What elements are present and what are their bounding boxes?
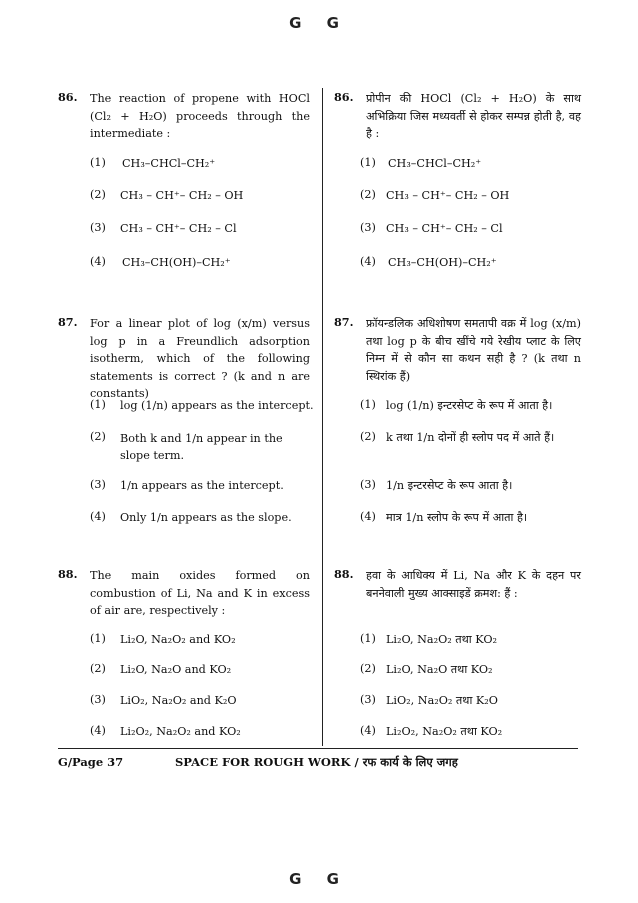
q88-opt4-label-en: (4) [90, 724, 106, 737]
q87-opt4-hi: मात्र 1/n स्लोप के रूप में आता है। [386, 511, 528, 524]
q87-opt1-hi: log (1/n) इन्टरसेप्ट के रूप में आता है। [386, 399, 553, 412]
q86-opt3-label-hi: (3) [360, 221, 376, 234]
q86-opt3-hi: CH₃ – CH⁺– CH₂ – Cl [386, 222, 503, 235]
q86-opt2-hi: CH₃ – CH⁺– CH₂ – OH [386, 189, 510, 202]
q88-opt3-en: LiO₂, Na₂O₂ and K₂O [120, 694, 237, 707]
q86-text-en: The reaction of propene with HOCl (Cl₂ + H₂O) proceeds through the intermediate : [90, 92, 310, 140]
q86-opt1-label-en: (1) [90, 156, 106, 169]
q88-opt4-label-hi: (4) [360, 724, 376, 737]
q86-opt1-en: CH₃–CHCl–CH₂⁺ [122, 157, 216, 170]
q86-opt4-label-hi: (4) [360, 255, 376, 268]
q87-opt2-label-hi: (2) [360, 430, 376, 443]
q88-opt4-en: Li₂O₂, Na₂O₂ and KO₂ [120, 725, 241, 738]
q87-opt2-en: Both k and 1/n appear in the slope term. [120, 432, 283, 462]
q87-text-hi: फ्रॉयन्डलिक अधिशोषण समतापी वक्र में log (x/m) तथा log p के बीच खींचे गये रेखीय प्लाट के लिए निम्न में से कौन सा कथन सही है ? (k तथा n स्थिरांक हैं) [366, 317, 581, 383]
q87-opt1-label-en: (1) [90, 398, 106, 411]
q88-text-en: The main oxides formed on combustion of Li, Na and K in excess of air are, respectively : [90, 569, 310, 617]
q88-opt1-label-en: (1) [90, 632, 106, 645]
q88-opt2-en: Li₂O, Na₂O and KO₂ [120, 663, 232, 676]
q87-opt3-label-en: (3) [90, 478, 106, 491]
q86-opt2-label-en: (2) [90, 188, 106, 201]
q87-opt3-en: 1/n appears as the intercept. [120, 479, 284, 492]
q87-number-en: 87. [58, 315, 78, 329]
q87-text-en: For a linear plot of log (x/m) versus log p in a Freundlich adsorption isotherm, which of the following statements is correct ? (k and n are constants) [90, 317, 310, 400]
q88-number-hi: 88. [334, 567, 354, 581]
q88-opt1-label-hi: (1) [360, 632, 376, 645]
column-divider [322, 88, 323, 746]
q87-opt3-hi: 1/n इन्टरसेप्ट के रूप आता है। [386, 479, 513, 492]
q87-number-hi: 87. [334, 315, 354, 329]
rough-work-label: SPACE FOR ROUGH WORK / रफ कार्य के लिए जगह [175, 755, 458, 769]
page-number: G/Page 37 [58, 755, 124, 769]
header-mark: G G [289, 14, 349, 32]
q86-number-hi: 86. [334, 90, 354, 104]
q88-opt4-hi: Li₂O₂, Na₂O₂ तथा KO₂ [386, 725, 503, 738]
q87-opt2-hi: k तथा 1/n दोनों ही स्लोप पद में आते हैं। [386, 431, 555, 444]
q87-opt1-en: log (1/n) appears as the intercept. [120, 399, 314, 412]
q88-opt3-label-hi: (3) [360, 693, 376, 706]
q86-number-en: 86. [58, 90, 78, 104]
q88-opt1-hi: Li₂O, Na₂O₂ तथा KO₂ [386, 633, 497, 646]
q86-opt2-label-hi: (2) [360, 188, 376, 201]
q88-opt3-hi: LiO₂, Na₂O₂ तथा K₂O [386, 694, 498, 707]
q88-text-hi: हवा के आधिक्य में Li, Na और K के दहन पर बननेवाली मुख्य आक्साइडें क्रमश: हैं : [366, 569, 581, 600]
q88-opt2-hi: Li₂O, Na₂O तथा KO₂ [386, 663, 493, 676]
footer-mark: G G [289, 870, 349, 888]
q86-opt2-en: CH₃ – CH⁺– CH₂ – OH [120, 189, 244, 202]
q87-opt1-label-hi: (1) [360, 398, 376, 411]
q86-opt3-en: CH₃ – CH⁺– CH₂ – Cl [120, 222, 237, 235]
q86-opt4-hi: CH₃–CH(OH)–CH₂⁺ [388, 256, 497, 269]
q87-opt3-label-hi: (3) [360, 478, 376, 491]
q86-opt1-hi: CH₃–CHCl–CH₂⁺ [388, 157, 482, 170]
q88-opt1-en: Li₂O, Na₂O₂ and KO₂ [120, 633, 236, 646]
q88-opt3-label-en: (3) [90, 693, 106, 706]
q87-opt4-label-hi: (4) [360, 510, 376, 523]
q87-opt4-label-en: (4) [90, 510, 106, 523]
q88-opt2-label-hi: (2) [360, 662, 376, 675]
q86-text-hi: प्रोपीन की HOCl (Cl₂ + H₂O) के साथ अभिक्रिया जिस मध्यवर्ती से होकर सम्पन्न होती है, वह है : [366, 92, 581, 140]
footer-rule [58, 748, 578, 749]
q87-opt2-label-en: (2) [90, 430, 106, 443]
q86-opt4-en: CH₃–CH(OH)–CH₂⁺ [122, 256, 231, 269]
q87-opt4-en: Only 1/n appears as the slope. [120, 511, 292, 524]
q88-number-en: 88. [58, 567, 78, 581]
q86-opt3-label-en: (3) [90, 221, 106, 234]
q86-opt4-label-en: (4) [90, 255, 106, 268]
q86-opt1-label-hi: (1) [360, 156, 376, 169]
q88-opt2-label-en: (2) [90, 662, 106, 675]
